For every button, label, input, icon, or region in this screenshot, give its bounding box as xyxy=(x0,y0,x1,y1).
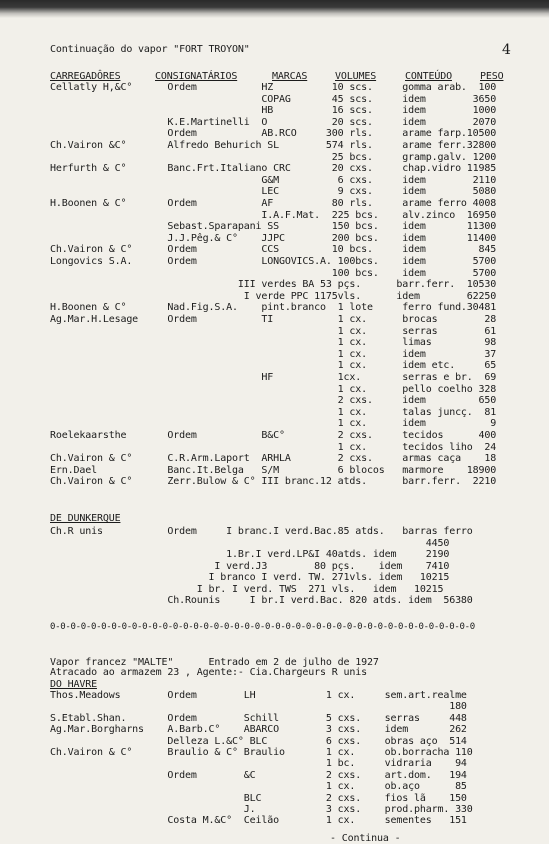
entry-line: I verde PPC 1175vls. idem 62250 xyxy=(50,290,497,302)
entry-line: 1 cx. tecidos liho 24 xyxy=(50,441,497,453)
entry-line: BLC 2 cxs. fios lã 150 xyxy=(50,792,467,804)
entry-line: Herfurth & C° Banc.Frt.Italiano CRC 20 cxs. chap.vidro 11985 xyxy=(50,163,497,175)
entry-line: 1 cx. limas 98 xyxy=(50,337,497,349)
entry-line: 25 bcs. gramp.galv. 1200 xyxy=(50,151,497,163)
entry-line: Ch.Vairon & C° Zerr.Bulow & C° III branc.12 atds. barr.ferr. 2210 xyxy=(50,476,497,488)
entry-line: HB 16 scs. idem 1000 xyxy=(50,105,497,117)
entry-line: Longovics S.A. Ordem LONGOVICS.A. 100bcs. idem 5700 xyxy=(50,256,497,267)
entry-line: Ch.Rounis I br.I verd.Bac. 820 atds. idem 56380 xyxy=(50,595,473,606)
document-title: Continuação do vapor "FORT TROYON" xyxy=(50,44,250,55)
entry-line: J.J.Pêg.& C° JJPC 200 bcs. idem 11400 xyxy=(50,232,497,244)
entry-line: I br. I verd. TWS 271 vls. idem 10215 xyxy=(50,583,444,595)
entry-line: Costa M.&C° Ceilão 1 cx. sementes 151 xyxy=(50,815,467,827)
col-header-weight: PESO xyxy=(480,71,504,82)
continua-note: - Continua - xyxy=(330,833,401,844)
entry-line: Ch.Vairon & C° Braulio & C° Braulio 1 cx. ob.borracha 110 xyxy=(50,747,473,758)
entry-line: 1.Br.I verd.LP&I 40atds. idem 2190 xyxy=(50,549,450,560)
entry-line: 100 bcs. idem 5700 xyxy=(50,267,497,279)
entry-line: Ordem AB.RCO 300 rls. arame farp.10500 xyxy=(50,128,497,140)
entry-line: Ern.Dael Banc.It.Belga S/M 6 blocos marmore 18900 xyxy=(50,464,497,476)
entry-line: Roelekaarsthe Ordem B&C° 2 cxs. tecidos 400 xyxy=(50,430,497,441)
entry-line: Delleza L.&C° BLC 6 cxs. obras aço 514 xyxy=(50,735,467,747)
entry-line: K.E.Martinelli O 20 scs. idem 2070 xyxy=(50,116,497,128)
entry-line: 4450 xyxy=(50,537,450,549)
col-header-consignees: CONSIGNATÁRIOS xyxy=(155,71,238,82)
col-header-shippers: CARREGADÔRES xyxy=(50,71,121,82)
entry-line: H.Boonen & C° Nad.Fig.S.A. pint.branco 1 lote ferro fund.30481 xyxy=(50,302,497,314)
entry-line: I branco I verd. TW. 271vls. idem 10215 xyxy=(50,572,450,583)
col-header-contents: CONTEÚDO xyxy=(405,71,452,82)
entry-line: 1 cx. idem 37 xyxy=(50,348,497,360)
page-number: 4 xyxy=(502,42,511,58)
entry-line: Ch.R unis Ordem I branc.I verd.Bac.85 atds. barras ferro xyxy=(50,526,473,537)
entry-line: S.Etabl.Shan. Ordem Schill 5 cxs. serras 448 xyxy=(50,712,467,724)
entry-line: LEC 9 cxs. idem 5080 xyxy=(50,186,497,198)
entry-line: III verdes BA 53 pçs. barr.ferr. 10530 xyxy=(50,279,497,291)
entry-line: J. 3 cxs. prod.pharm. 330 xyxy=(50,804,473,815)
entry-line: H.Boonen & C° Ordem AF 80 rls. arame ferro 4008 xyxy=(50,198,497,209)
entry-line: I.A.F.Mat. 225 bcs. alv.zinco 16950 xyxy=(50,209,497,221)
section-heading-havre: DO HAVRE xyxy=(50,679,97,690)
entry-line: Ag.Mar.H.Lesage Ordem TI 1 cx. brocas 28 xyxy=(50,314,497,325)
section-heading-dunkerque: DE DUNKERQUE xyxy=(50,513,121,524)
malte-header-line-2: Atracado ao armazem 23 , Agente:- Cia.Chargeurs R unis xyxy=(50,667,368,678)
entry-line: COPAG 45 scs. idem 3650 xyxy=(50,93,497,105)
entry-line: HF 1cx. serras e br. 69 xyxy=(50,372,497,383)
malte-header-line-1: Vapor francez "MALTE" Entrado em 2 de julho de 1927 xyxy=(50,657,379,668)
entry-line: I verd.J3 80 pçs. idem 7410 xyxy=(50,560,450,572)
entry-line: 1 cx. serras 61 xyxy=(50,325,497,337)
entry-line: Ch.Vairon & C° Ordem CCS 10 bcs. idem 845 xyxy=(50,244,497,256)
col-header-marks: MARCAS xyxy=(272,71,308,82)
entry-line: 1 cx. pello coelho 328 xyxy=(50,383,497,395)
entry-line: 2 cxs. idem 650 xyxy=(50,395,497,407)
separator-line: 0-0-0-0-0-0-0-0-0-0-0-0-0-0-0-0-0-0-0-0-0-0-0-0-0-0-0-0-0-0-0-0-0-0-0-0-0-0-0-0-0-0 xyxy=(50,622,475,632)
entry-line: Ch.Vairon &C° Alfredo Behurich SL 574 rls. arame ferr.32800 xyxy=(50,140,497,151)
entry-line: 1 bc. vidraria 94 xyxy=(50,758,467,770)
page-top-edge xyxy=(0,0,549,18)
entry-line: 1 cx. ob.aço 85 xyxy=(50,781,467,793)
entry-line: 180 xyxy=(50,701,467,713)
entry-line: Ordem &C 2 cxs. art.dom. 194 xyxy=(50,769,467,781)
entry-line: 1 cx. idem 9 xyxy=(50,418,497,430)
entry-line: Ch.Vairon & C° C.R.Arm.Laport ARHLA 2 cxs. armas caça 18 xyxy=(50,453,497,465)
entry-line: Sebast.Sparapani SS 150 bcs. idem 11300 xyxy=(50,221,497,233)
entry-line: 1 cx. idem etc. 65 xyxy=(50,360,497,372)
entry-line: 1 cx. talas juncç. 81 xyxy=(50,406,497,418)
entry-line: Cellatly H,&C° Ordem HZ 10 scs. gomma arab. 100 xyxy=(50,82,497,93)
entry-line: G&M 6 cxs. idem 2110 xyxy=(50,174,497,186)
entry-line: Thos.Meadows Ordem LH 1 cx. sem.art.realme xyxy=(50,690,467,701)
col-header-volumes: VOLUMES xyxy=(335,71,377,82)
entry-line: Ag.Mar.Borgharns A.Barb.C° ABARCO 3 cxs. idem 262 xyxy=(50,724,467,736)
